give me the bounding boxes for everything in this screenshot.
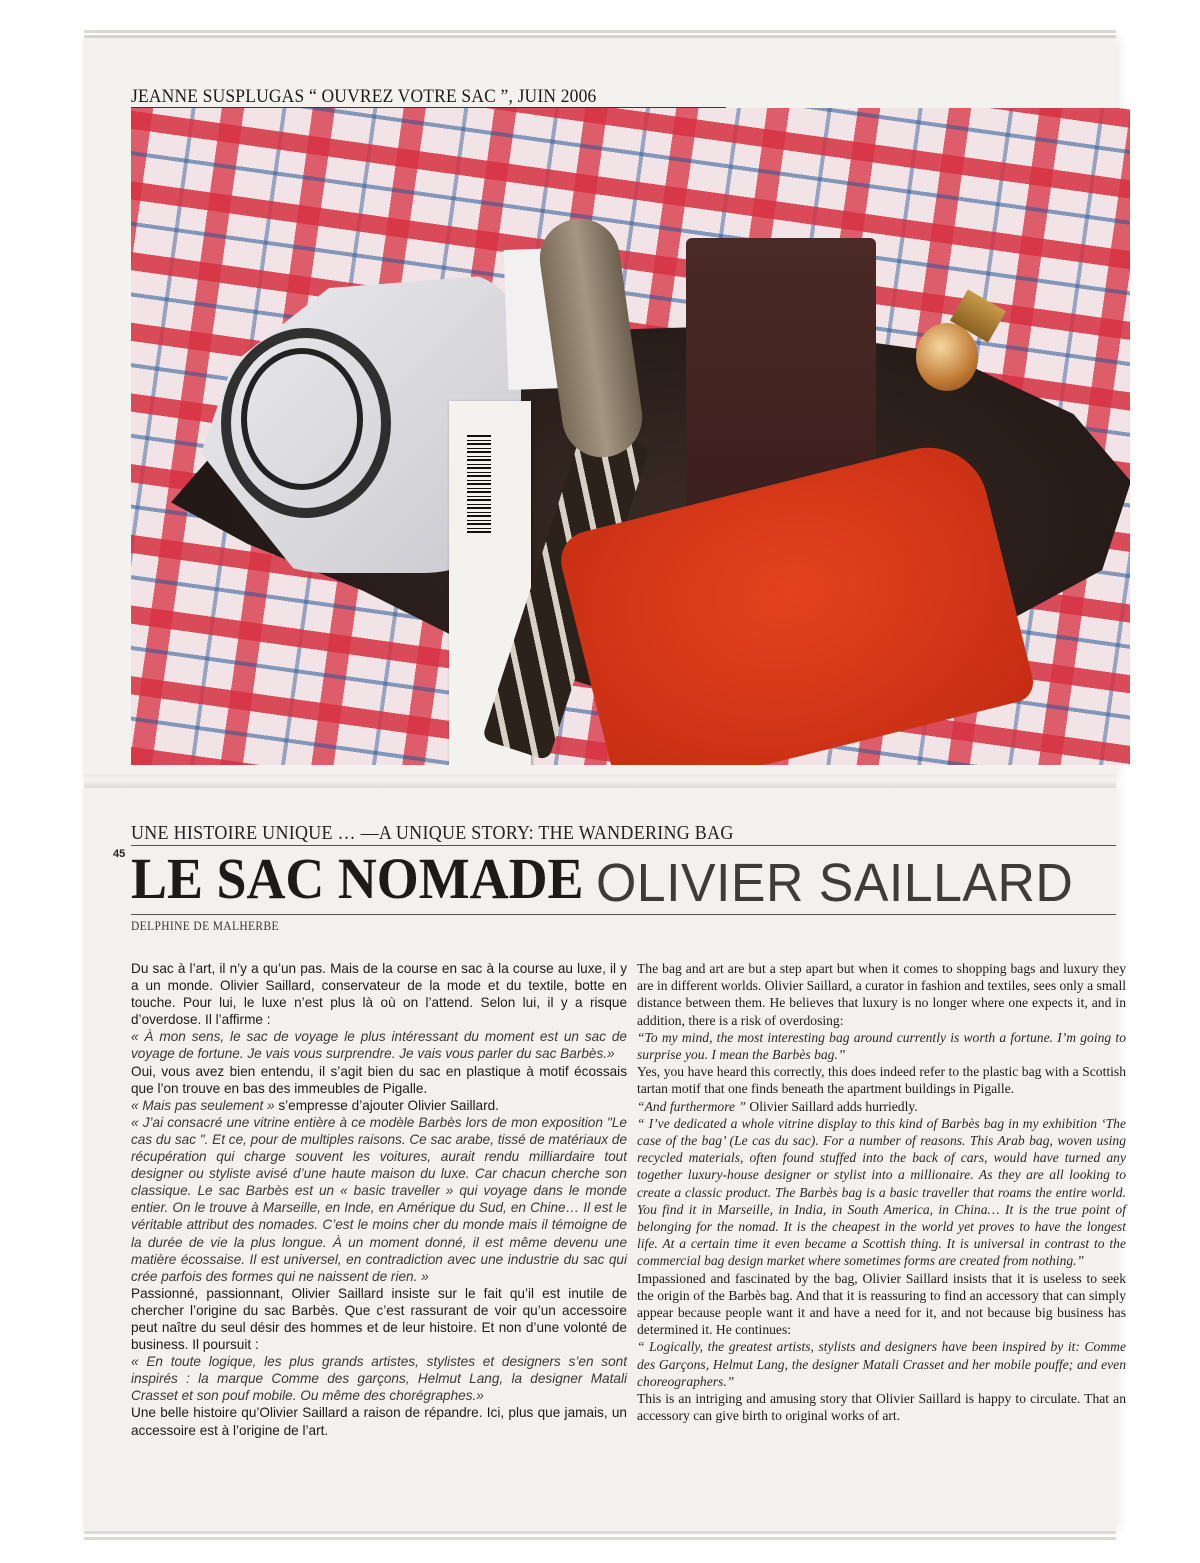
paragraph: Impassioned and fascinated by the bag, Olivier Saillard insists that it is useless to seek the origin of the Barbès bag. And that it is reassuring to find an accessory that can simply appear because people want it and have a need for it, and not because big business has determined it. He continues: [637,1270,1126,1338]
english-column [637,960,1126,1424]
paragraph: The bag and art are but a step apart but when it comes to shopping bags and luxury they are in different worlds. Olivier Saillard, a curator in fashion and textiles, sees only a small distance between them. He believes that luxury is no longer where one expects it, and in addition, there is a risk of overdosing: [637,961,1126,1028]
title-light: OLIVIER SAILLARD [596,853,1074,913]
page-edge-bottom-2 [84,1537,1116,1540]
inline-text: s’empresse d’ajouter Olivier Saillard. [274,1097,499,1113]
quote-paragraph: « J’ai consacré une vitrine entière à ce modèle Barbès lors de mon exposition "Le cas du sac ". Et ce, pour de multiples raisons. Ce sac arabe, tissé de matériaux de récupération qui charge souvent les voitures, aurait rendu milliardaire tout designer ou styliste avisé d’une haute maison du luxe. Car chacun cherche son classique. Le sac Barbès est un « basic traveller » qui voyage dans le monde entier. On le trouve à Marseille, en Inde, en Amérique du Sud, en Chine… Il est le véritable attribut des nomades. C’est le moins cher du monde mais il témoigne de la durée de vie la plus longue. À un moment donné, il est même devenu une matière écossaise. Il est universel, en contradiction avec une industrie du sac qui crée parfois des formes qui ne naissent de rien. » [131,1114,627,1284]
bag-photo [131,108,1130,765]
paragraph: Du sac à l’art, il n’y a qu’un pas. Mais de la course en sac à la course au luxe, il y a un monde. Olivier Saillard, conservateur de la mode et du textile, botte en touche. Pour lui, le luxe n’est plus là où on l’attend. Selon lui, il y a risque d’overdose. Il l’affirme : [131,961,627,1028]
header-rule-bottom [131,914,1116,915]
barcode [467,433,491,533]
paragraph: Passionné, passionnant, Olivier Saillard insiste sur le fait qu’il est inutile de chercher l’origine du sac Barbès. Que c’est rassurant de voir qu’un accessoire peut naître du seul désir des hommes et de leur histoire. Et non d’une volonté de business. Il poursuit : [131,1285,627,1353]
article-kicker: UNE HISTOIRE UNIQUE … —A UNIQUE STORY: THE WANDERING BAG [131,822,734,844]
quote-paragraph: « À mon sens, le sac de voyage le plus intéressant du moment est un sac de voyage de fortune. Je vais vous surprendre. Je vais vous parler du sac Barbès.» [131,1029,627,1062]
paragraph: Oui, vous avez bien entendu, il s’agit bien du sac en plastique à motif écossais que l’on trouve en bas des immeubles de Pigalle. [131,1063,627,1096]
inline-quote: “And furthermore ” [637,1098,747,1114]
quote-paragraph: “To my mind, the most interesting bag around currently is worth a fortune. I’m going to surprise you. I mean the Barbès bag.” [637,1029,1126,1063]
gold-perfume-bottle [916,323,978,391]
quote-paragraph: “ I’ve dedicated a whole vitrine display to this kind of Barbès bag in my exhibition ‘The case of the bag’ (Le cas du sac). For a number of reasons. This Arab bag, woven using recycled materials, often found stuffed into the back of cars, would have turned any together luxury-house designer or stylist into a millionaire. As they are all looking to create a classic product. The Barbès bag is a basic traveller that roams the entire world. You find it in Marseille, in India, in South America, in China… It is the true point of belonging for the nomad. It is the cheapest in the world yet proves to have the longest life. At a certain time it even became a Scottish thing. It is universal in contrast to the commercial bag design market where sometimes forms are created from nothing.” [637,1115,1126,1269]
article-title [131,846,1074,913]
paragraph: Yes, you have heard this correctly, this does indeed refer to the plastic bag with a Scottish tartan motif that one finds beneath the apartment buildings in Pigalle. [637,1064,1126,1097]
inline-quote: « Mais pas seulement » [131,1097,275,1113]
page-edge-top-1 [84,30,1116,33]
quote-paragraph: « En toute logique, les plus grands artistes, stylistes et designers s’en sont inspirés : la marque Comme des garçons, Helmut Lang, la designer Matali Crasset et son pouf mobile. Ou même des chorégraphes.» [131,1354,627,1404]
inline-text: Olivier Saillard adds hurriedly. [746,1098,918,1114]
photo-caption: JEANNE SUSPLUGAS “ OUVREZ VOTRE SAC ”, JUIN 2006 [131,86,597,107]
author-byline: DELPHINE DE MALHERBE [131,919,279,933]
black-cable-inner [241,348,363,490]
title-bold: LE SAC NOMADE [131,846,584,911]
french-column [131,960,627,1439]
mixed-paragraph [637,1098,1126,1115]
quote-paragraph: “ Logically, the greatest artists, stylists and designers have been inspired by it: Comme des Garçons, Helmut Lang, the designer Matali Crasset and her mobile pouffe; and even choreographers.” [637,1339,1126,1389]
paragraph: This is an intriging and amusing story that Olivier Saillard is happy to circulate. That an accessory can give birth to original works of art. [637,1391,1126,1424]
mixed-paragraph [131,1097,627,1114]
paragraph: Une belle histoire qu’Olivier Saillard a raison de répandre. Ici, plus que jamais, un accessoire est à l’origine de l’art. [131,1405,627,1438]
spine-fold [84,774,1116,788]
page-number: 45 [113,848,126,860]
page-edge-bottom-1 [84,1531,1116,1534]
